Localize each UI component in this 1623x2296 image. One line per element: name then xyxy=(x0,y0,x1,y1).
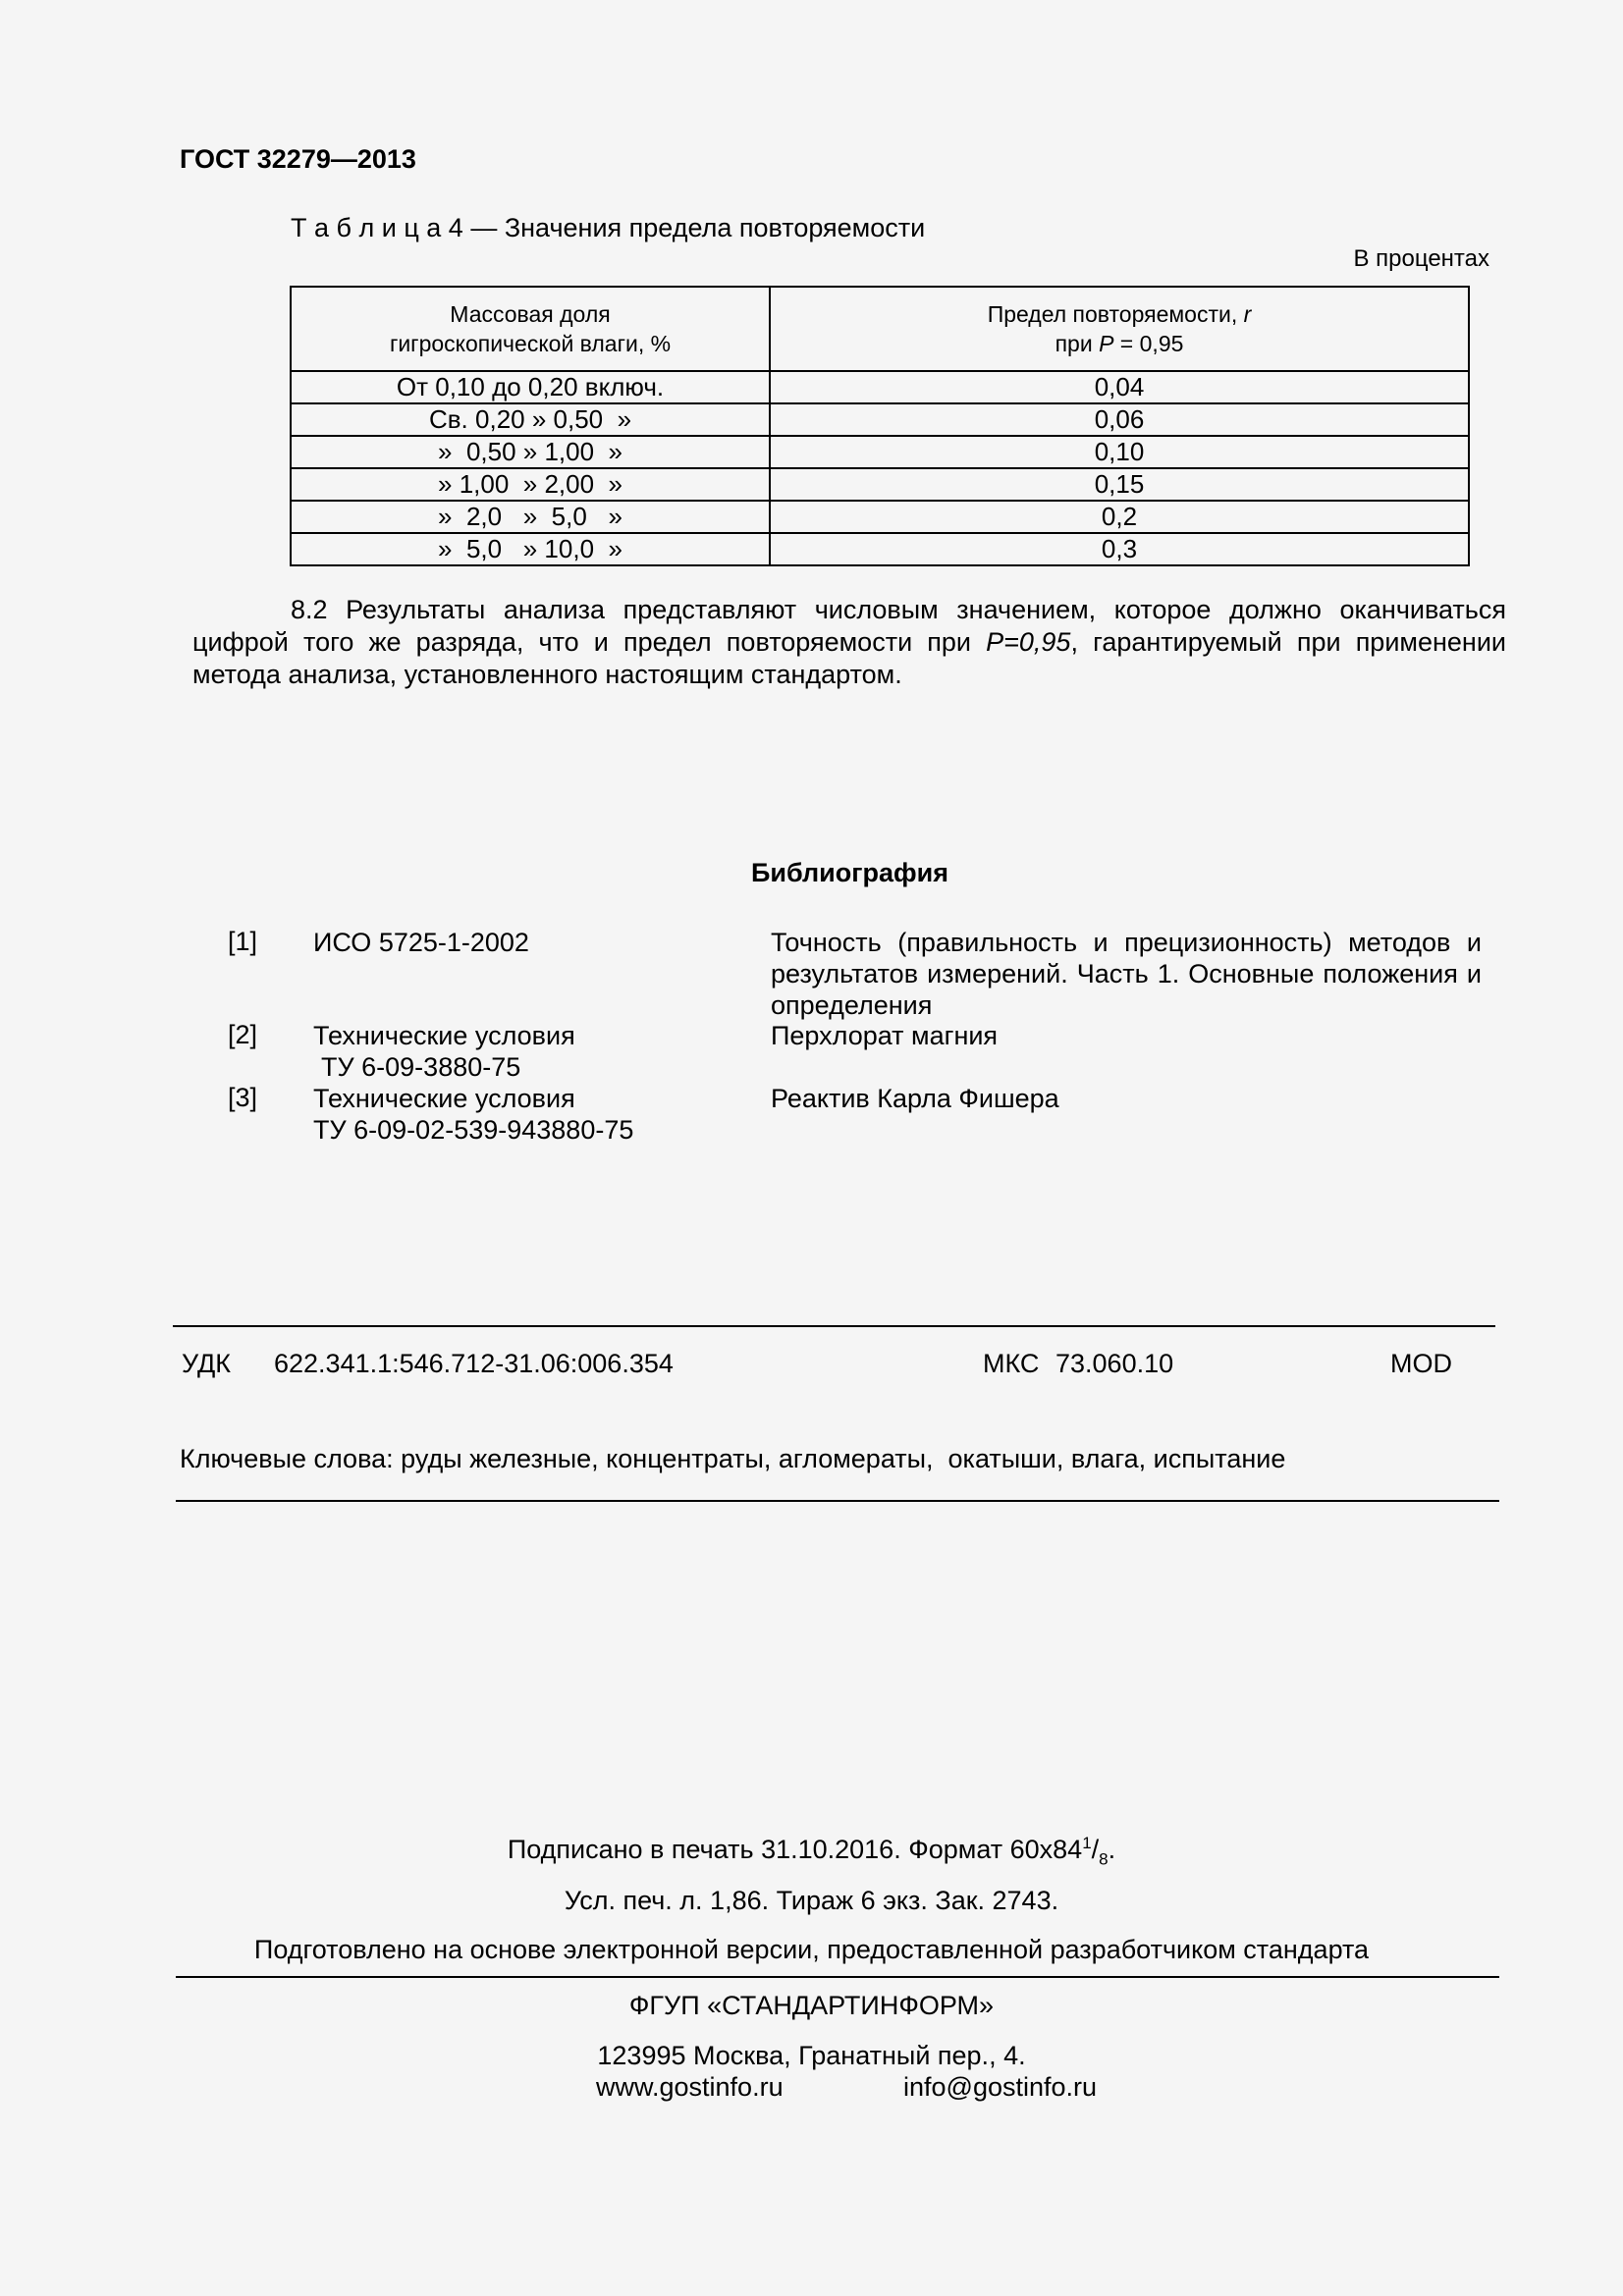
bibliography-item-source-line1: Технические условия xyxy=(313,1084,575,1113)
keywords: Ключевые слова: руды железные, концентраты, агломераты, окатыши, влага, испытание xyxy=(180,1444,1286,1473)
mks-value: 73.060.10 xyxy=(1055,1349,1174,1378)
divider-line xyxy=(176,1500,1499,1502)
repeatability-table xyxy=(290,286,1470,566)
table-row xyxy=(291,371,1469,403)
column-header-mass-fraction-line1: Массовая доля xyxy=(450,301,611,327)
paragraph-text-end: , гарантируемый при применении метода анализа, установленного настоящим стандартом. xyxy=(192,627,1506,689)
paragraph-text-start: 8.2 Результаты анализа представляют числовым значением, которое должно оканчиваться цифрой того же разряда, что и предел повторяемости при xyxy=(192,595,1506,657)
paragraph-8-2 xyxy=(192,594,1506,691)
bibliography-item-source xyxy=(313,1020,575,1083)
table-cell-range: » 0,50 » 1,00 » xyxy=(291,436,770,468)
table-row xyxy=(291,403,1469,436)
column-header-condition-value: = 0,95 xyxy=(1113,331,1184,356)
table-cell-limit: 0,3 xyxy=(770,533,1469,565)
imprint-print-info: Усл. печ. л. 1,86. Тираж 6 экз. Зак. 2743. xyxy=(564,1886,1059,1915)
bibliography-item-number: [3] xyxy=(228,1083,258,1112)
imprint-signed: Подписано в печать 31.10.2016. Формат $60x84^1/_8$. xyxy=(507,1834,1116,1869)
table-row xyxy=(291,468,1469,501)
table-cell-limit: 0,10 xyxy=(770,436,1469,468)
table-cell-range: » 1,00 » 2,00 » xyxy=(291,468,770,501)
bibliography-item-source-line1: Технические условия xyxy=(313,1021,575,1050)
table-cell-range: Св. 0,20 » 0,50 » xyxy=(291,403,770,436)
table-cell-range: От 0,10 до 0,20 включ. xyxy=(291,371,770,403)
bibliography-item-description: Перхлорат магния xyxy=(771,1021,999,1050)
bibliography-item-source-line2: ТУ 6-09-02-539-943880-75 xyxy=(313,1115,634,1145)
table-cell-limit: 0,04 xyxy=(770,371,1469,403)
bibliography-item-number: [2] xyxy=(228,1020,258,1049)
document-code: ГОСТ 32279—2013 xyxy=(180,144,416,174)
column-header-repeatability-text: Предел повторяемости, xyxy=(987,301,1244,327)
mod-marker: MOD xyxy=(1390,1349,1452,1378)
column-header-repeatability-var: r xyxy=(1243,301,1252,327)
column-header-mass-fraction-line2: гигроскопической влаги, % xyxy=(389,331,672,356)
imprint-email: info@gostinfo.ru xyxy=(903,2072,1098,2102)
bibliography-item-description: Реактив Карла Фишера xyxy=(771,1084,1059,1113)
imprint-prepared: Подготовлено на основе электронной версии, предоставленной разработчиком стандарта xyxy=(253,1935,1370,1964)
divider-line xyxy=(173,1325,1495,1327)
paragraph-italic-value: Р=0,95 xyxy=(986,627,1071,657)
bibliography-item-source-line2: ТУ 6-09-3880-75 xyxy=(321,1052,521,1082)
table-cell-limit: 0,06 xyxy=(770,403,1469,436)
column-header-condition-var: Р xyxy=(1099,331,1114,356)
imprint-signed-text: Подписано в печать 31.10.2016. Формат 60x84 xyxy=(507,1835,1083,1864)
table-row xyxy=(291,501,1469,533)
column-header-mass-fraction xyxy=(291,287,770,371)
table-units: В процентах xyxy=(1353,245,1489,272)
imprint-publisher: ФГУП «СТАНДАРТИНФОРМ» xyxy=(628,1991,995,2020)
divider-line xyxy=(176,1976,1499,1978)
table-cell-limit: 0,2 xyxy=(770,501,1469,533)
udc-label: УДК xyxy=(182,1349,231,1378)
table-cell-range: » 2,0 » 5,0 » xyxy=(291,501,770,533)
table-title: Т а б л и ц а 4 — Значения предела повторяемости xyxy=(291,213,926,242)
bibliography-item-number: [1] xyxy=(228,927,258,956)
imprint-address: 123995 Москва, Гранатный пер., 4. xyxy=(597,2041,1026,2070)
table-row xyxy=(291,533,1469,565)
column-header-repeatability xyxy=(770,287,1469,371)
imprint-format-numerator: 1 xyxy=(1082,1834,1092,1852)
imprint-format-denominator: 8 xyxy=(1099,1849,1109,1869)
bibliography-title: Библиография xyxy=(751,858,948,887)
mks-label: МКС xyxy=(983,1349,1040,1378)
udc-value: 622.341.1:546.712-31.06:006.354 xyxy=(274,1349,674,1378)
table-row xyxy=(291,436,1469,468)
imprint-signed-end: . xyxy=(1108,1835,1116,1864)
column-header-condition-text: при xyxy=(1055,331,1100,356)
bibliography-item-description: Точность (правильность и прецизионность) методов и результатов измерений. Часть 1. Основные положения и определения xyxy=(771,928,1482,1020)
table-cell-limit: 0,15 xyxy=(770,468,1469,501)
table-header-row xyxy=(291,287,1469,371)
bibliography-item-source xyxy=(313,1083,633,1146)
table-cell-range: » 5,0 » 10,0 » xyxy=(291,533,770,565)
imprint-website: www.gostinfo.ru xyxy=(596,2072,784,2102)
bibliography-item-source: ИСО 5725-1-2002 xyxy=(313,928,529,957)
